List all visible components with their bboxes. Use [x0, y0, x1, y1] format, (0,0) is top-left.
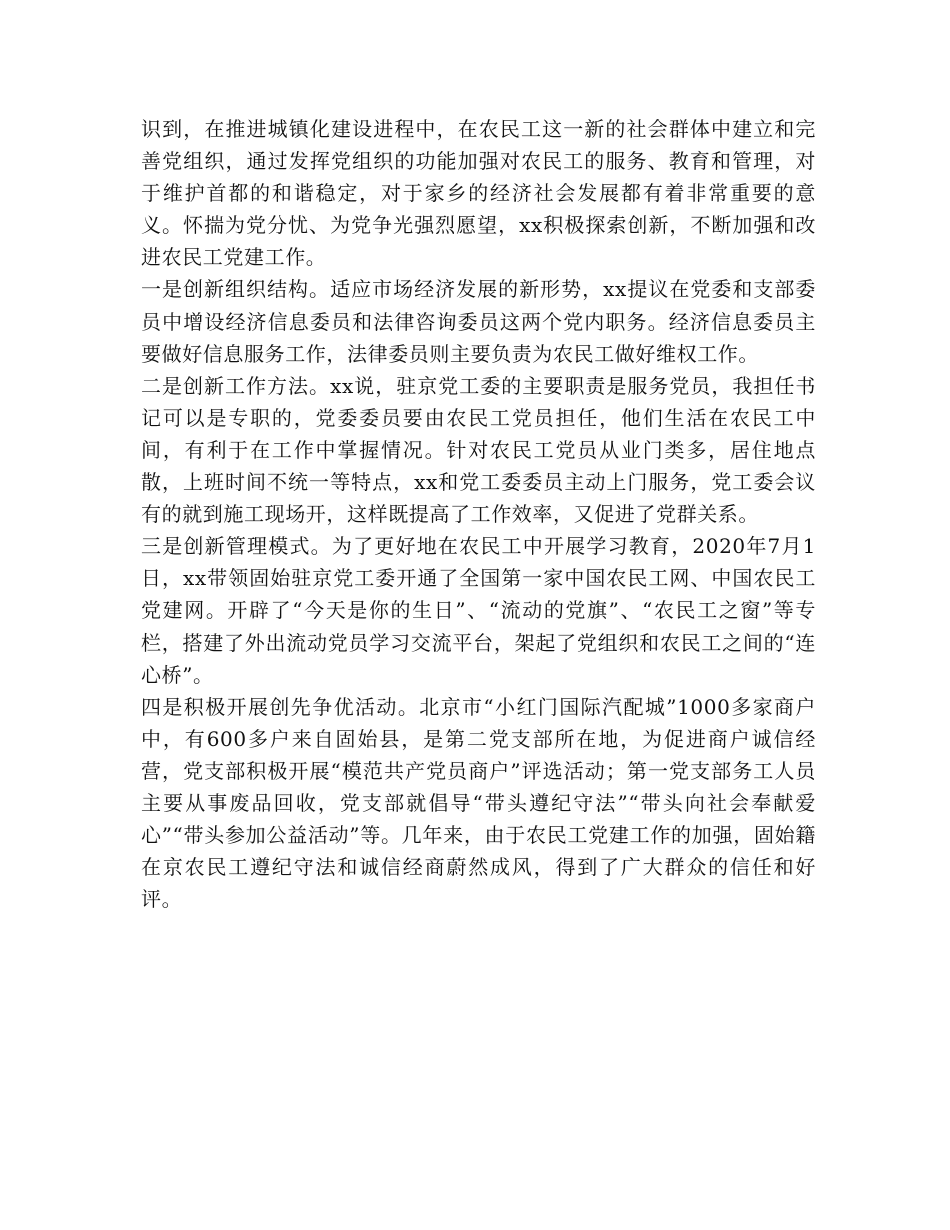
- paragraph-organization-structure: 一是创新组织结构。适应市场经济发展的新形势，xx提议在党委和支部委员中增设经济信息委员和法律咨询委员这两个党内职务。经济信息委员主要做好信息服务工作，法律委员则主要负责为农民工做好维权工作。: [141, 277, 816, 366]
- paragraph-intro: 识到，在推进城镇化建设进程中，在农民工这一新的社会群体中建立和完善党组织，通过发挥党组织的功能加强对农民工的服务、教育和管理，对于维护首都的和谐稳定，对于家乡的经济社会发展都有着非常重要的意义。怀揣为党分忧、为党争光强烈愿望，xx积极探索创新，不断加强和改进农民工党建工作。: [141, 117, 816, 270]
- paragraph-management-mode: 三是创新管理模式。为了更好地在农民工中开展学习教育，2020年7月1日，xx带领固始驻京党工委开通了全国第一家中国农民工网、中国农民工党建网。开辟了“今天是你的生日”、“流动的党旗”、“农民工之窗”等专栏，搭建了外出流动党员学习交流平台，架起了党组织和农民工之间的“连心桥”。: [141, 534, 816, 687]
- document-body: [141, 113, 816, 915]
- paragraph-work-method: 二是创新工作方法。xx说，驻京党工委的主要职责是服务党员，我担任书记可以是专职的，党委委员要由农民工党员担任，他们生活在农民工中间，有利于在工作中掌握情况。针对农民工党员从业门类多，居住地点散，上班时间不统一等特点，xx和党工委委员主动上门服务，党工委会议有的就到施工现场开，这样既提高了工作效率，又促进了党群关系。: [141, 373, 816, 527]
- paragraph-excellence-activities: 四是积极开展创先争优活动。北京市“小红门国际汽配城”1000多家商户中，有600多户来自固始县，是第二党支部所在地，为促进商户诚信经营，党支部积极开展“模范共产党员商户”评选活动；第一党支部务工人员主要从事废品回收，党支部就倡导“带头遵纪守法”“带头向社会奉献爱心”“带头参加公益活动”等。几年来，由于农民工党建工作的加强，固始籍在京农民工遵纪守法和诚信经商蔚然成风，得到了广大群众的信任和好评。: [141, 694, 816, 912]
